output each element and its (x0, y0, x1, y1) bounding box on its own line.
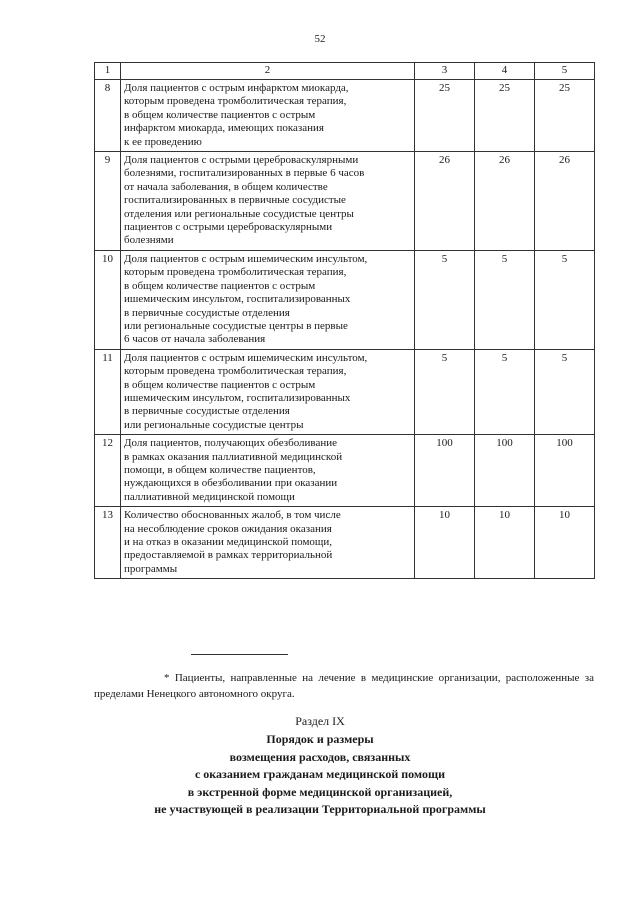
value-year-3: 5 (535, 250, 595, 349)
description-line: Доля пациентов с острым ишемическим инсультом, (124, 252, 368, 265)
description-line: программы (124, 562, 178, 575)
description-line: на несоблюдение сроков ожидания оказания (124, 522, 332, 535)
value-year-1: 5 (415, 349, 475, 434)
description-line: в первичные сосудистые отделения (124, 306, 290, 319)
col-header-2: 2 (121, 63, 415, 80)
section-title-line: в экстренной форме медицинской организацией, (187, 784, 453, 799)
description-line: или региональные сосудистые центры в первые (124, 319, 348, 332)
value-year-1: 100 (415, 435, 475, 507)
value-year-3: 100 (535, 435, 595, 507)
description-line: паллиативной медицинской помощи (124, 490, 295, 503)
section-title-line: возмещения расходов, связанных (229, 749, 411, 764)
col-header-1: 1 (95, 63, 121, 80)
value-year-1: 25 (415, 80, 475, 152)
table-header-row (95, 63, 595, 80)
description-line: Доля пациентов, получающих обезболивание (124, 437, 338, 450)
description-line: в первичные сосудистые отделения (124, 405, 290, 418)
section-title-line: Порядок и размеры (266, 732, 374, 746)
description-line: Доля пациентов с острым инфарктом миокарда, (124, 82, 349, 94)
description-line: Доля пациентов с острым ишемическим инсультом, (124, 351, 368, 364)
description-line: в рамках оказания паллиативной медицинской (124, 450, 343, 463)
section-title-line: с оказанием гражданам медицинской помощи (194, 767, 445, 782)
description-line: в общем количестве пациентов с острым (124, 378, 316, 391)
description-line: отделения или региональные сосудистые центры (124, 207, 354, 220)
indicators-table (94, 62, 595, 579)
row-number: 11 (95, 349, 121, 434)
page-number: 52 (314, 33, 326, 45)
description-line: в общем количестве пациентов с острым (124, 279, 316, 292)
description-line: и на отказ в оказании медицинской помощи, (124, 536, 333, 548)
indicator-description (121, 152, 415, 251)
table-row (95, 435, 595, 507)
value-year-1: 10 (415, 507, 475, 579)
value-year-2: 100 (475, 435, 535, 507)
description-line: предоставляемой в рамках территориальной (124, 549, 333, 562)
description-line: болезнями (124, 234, 174, 247)
description-line: от начала заболевания, в общем количестве (124, 180, 328, 193)
description-line: которым проведена тромболитическая терапия, (124, 365, 347, 378)
value-year-2: 5 (475, 250, 535, 349)
row-number: 12 (95, 435, 121, 507)
indicator-description (121, 507, 415, 579)
table-row (95, 507, 595, 579)
row-number: 8 (95, 80, 121, 152)
description-line: нуждающихся в обезболивании при оказании (124, 477, 338, 490)
footnote-divider (191, 654, 288, 655)
indicator-description (121, 349, 415, 434)
table-row (95, 250, 595, 349)
section-title (0, 731, 640, 819)
value-year-3: 10 (535, 507, 595, 579)
description-line: в общем количестве пациентов с острым (124, 108, 316, 121)
col-header-3: 3 (415, 63, 475, 80)
description-line: к ее проведению (124, 135, 202, 148)
description-line: 6 часов от начала заболевания (124, 333, 266, 346)
row-number: 9 (95, 152, 121, 251)
value-year-1: 5 (415, 250, 475, 349)
description-line: Количество обоснованных жалоб, в том числе (124, 509, 341, 522)
description-line: или региональные сосудистые центры (124, 418, 304, 431)
description-line: инфарктом миокарда, имеющих показания (124, 122, 324, 135)
indicator-description (121, 250, 415, 349)
value-year-2: 25 (475, 80, 535, 152)
value-year-2: 26 (475, 152, 535, 251)
description-line: ишемическим инсультом, госпитализированных (124, 293, 351, 306)
col-header-5: 5 (535, 63, 595, 80)
description-line: пациентов с острыми цереброваскулярными (124, 221, 333, 234)
description-line: Доля пациентов с острыми цереброваскулярными (124, 154, 359, 167)
description-line: которым проведена тромболитическая терапия, (124, 95, 347, 108)
value-year-2: 10 (475, 507, 535, 579)
table-body (95, 80, 595, 579)
section-title-line: не участвующей в реализации Территориальной программы (154, 802, 486, 817)
indicator-description (121, 435, 415, 507)
row-number: 10 (95, 250, 121, 349)
row-number: 13 (95, 507, 121, 579)
description-line: ишемическим инсультом, госпитализированных (124, 391, 351, 404)
value-year-3: 5 (535, 349, 595, 434)
footnote: * Пациенты, направленные на лечение в медицинские организации, расположенные за пределами Ненецкого автономного округа. (94, 672, 594, 700)
description-line: помощи, в общем количестве пациентов, (124, 463, 316, 476)
col-header-4: 4 (475, 63, 535, 80)
value-year-3: 25 (535, 80, 595, 152)
section-label: Раздел IX (295, 714, 345, 728)
table-row (95, 80, 595, 152)
description-line: которым проведена тромболитическая терапия, (124, 266, 347, 279)
value-year-2: 5 (475, 349, 535, 434)
indicator-description (121, 80, 415, 152)
description-line: болезнями, госпитализированных в первые 6 часов (124, 167, 365, 180)
table-row (95, 349, 595, 434)
value-year-1: 26 (415, 152, 475, 251)
description-line: госпитализированных в первичные сосудистые (124, 194, 346, 207)
table-row (95, 152, 595, 251)
value-year-3: 26 (535, 152, 595, 251)
